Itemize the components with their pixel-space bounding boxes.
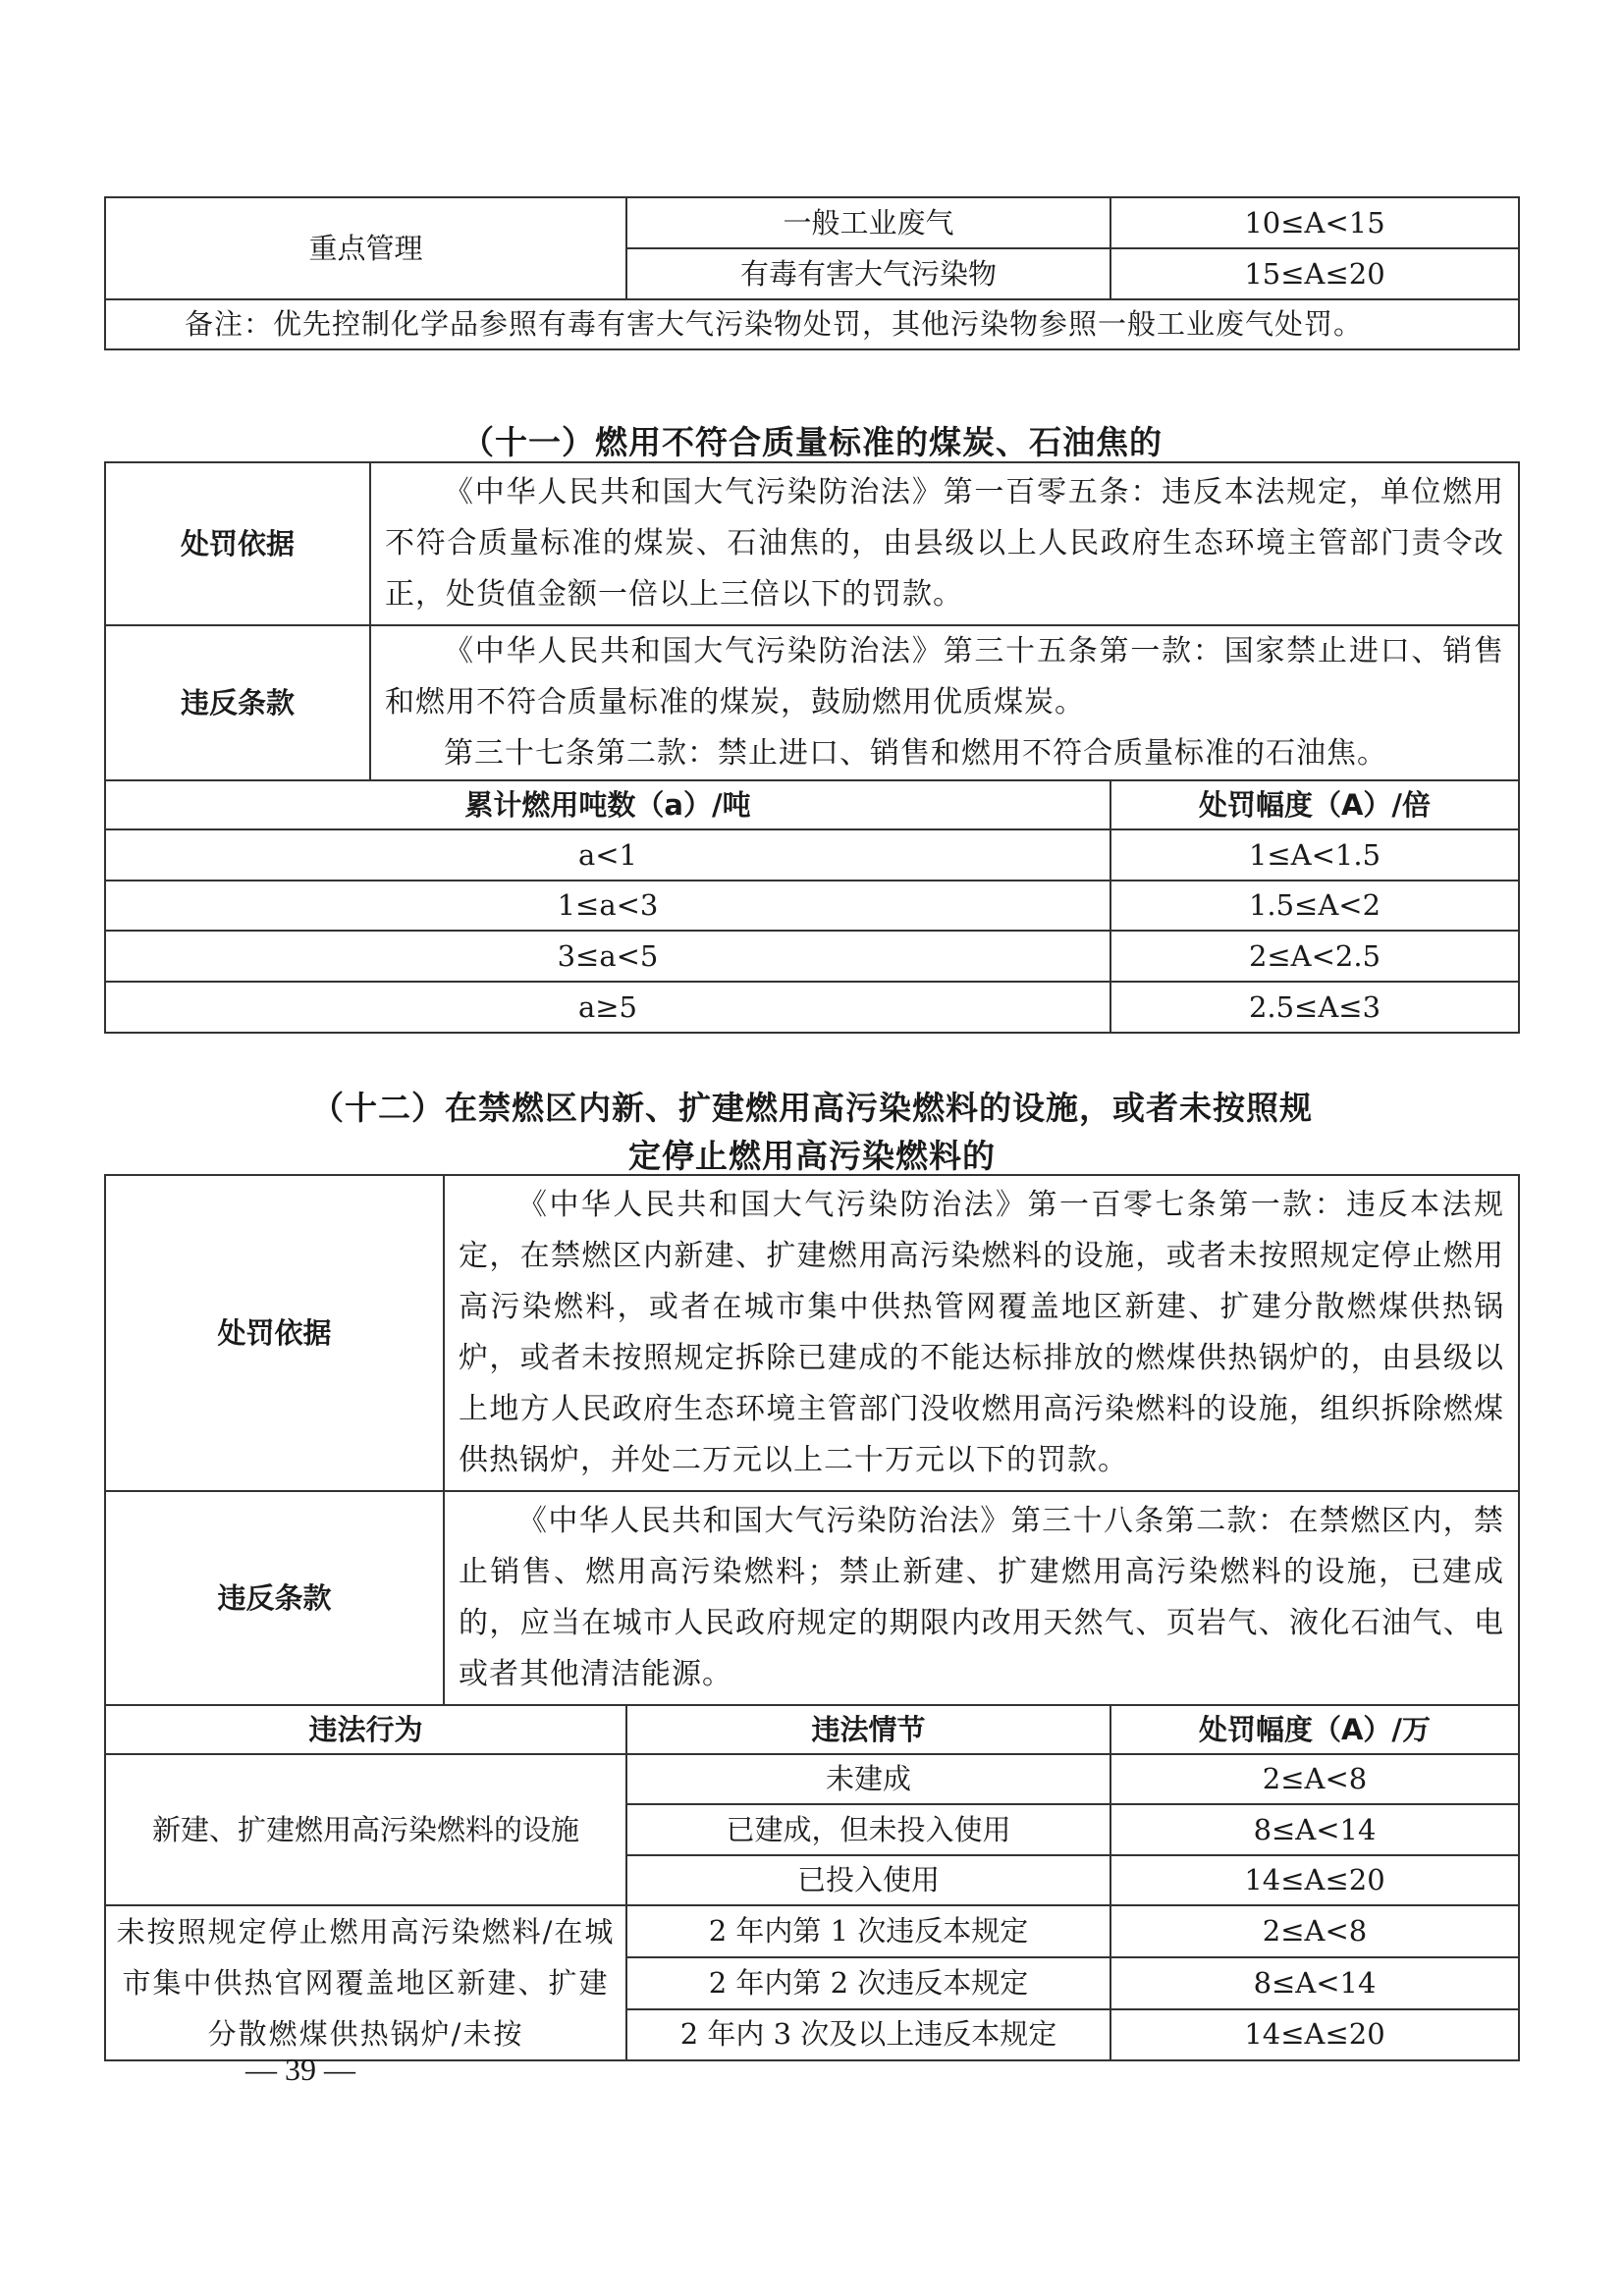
table-top [104, 196, 1520, 350]
violation-text: 《中华人民共和国大气污染防治法》第三十八条第二款：在禁燃区内，禁止销售、燃用高污染燃料；禁止新建、扩建燃用高污染燃料的设施，已建成的，应当在城市人民政府规定的期限内改用天然气、页岩气、液化石油气、电或者其他清洁能源。 [444, 1491, 1519, 1705]
page-number: — 39 — [245, 2052, 355, 2087]
table-row [105, 1175, 1519, 1491]
violation-cell [370, 625, 1519, 780]
table-row [105, 299, 1519, 349]
table-row [105, 197, 1519, 248]
penalty-range: 14≤A≤20 [1110, 1855, 1519, 1905]
table-row [105, 881, 1519, 931]
penalty-range: 2≤A<2.5 [1110, 931, 1519, 982]
basis-text: 《中华人民共和国大气污染防治法》第一百零五条：违反本法规定，单位燃用不符合质量标准的煤炭、石油焦的，由县级以上人民政府生态环境主管部门责令改正，处货值金额一倍以上三倍以下的罚款。 [370, 462, 1519, 625]
pollutant-type: 一般工业废气 [626, 197, 1110, 248]
header-penalty: 处罚幅度（A）/倍 [1110, 780, 1519, 829]
tons-range: a≥5 [105, 982, 1110, 1033]
table-header-row [105, 1705, 1519, 1754]
circumstance-cell: 已投入使用 [626, 1855, 1110, 1905]
behavior-cell: 新建、扩建燃用高污染燃料的设施 [105, 1754, 626, 1905]
table-row [105, 1905, 1519, 1957]
violation-text-2: 第三十七条第二款：禁止进口、销售和燃用不符合质量标准的石油焦。 [444, 736, 1387, 771]
table-row [105, 829, 1519, 881]
basis-label: 处罚依据 [105, 1175, 444, 1491]
behavior-cell: 未按照规定停止燃用高污染燃料/在城市集中供热官网覆盖地区新建、扩建分散燃煤供热锅炉/未按 [105, 1905, 626, 2060]
violation-text-1: 《中华人民共和国大气污染防治法》第三十五条第一款：国家禁止进口、销售和燃用不符合质量标准的煤炭，鼓励燃用优质煤炭。 [385, 634, 1504, 720]
table-row [105, 625, 1519, 780]
table-header-row [105, 780, 1519, 829]
table-row [105, 982, 1519, 1033]
circumstance-cell: 已建成，但未投入使用 [626, 1804, 1110, 1855]
penalty-range: 2≤A<8 [1110, 1905, 1519, 1957]
violation-label: 违反条款 [105, 625, 370, 780]
pollutant-type: 有毒有害大气污染物 [626, 248, 1110, 299]
table-section-12 [104, 1174, 1520, 2061]
basis-label: 处罚依据 [105, 462, 370, 625]
circumstance-cell: 未建成 [626, 1754, 1110, 1804]
tons-range: a<1 [105, 829, 1110, 881]
table-row [105, 1491, 1519, 1705]
circumstance-cell: 2 年内第 1 次违反本规定 [626, 1905, 1110, 1957]
penalty-range: 8≤A<14 [1110, 1804, 1519, 1855]
penalty-range: 2≤A<8 [1110, 1754, 1519, 1804]
circumstance-cell: 2 年内第 2 次违反本规定 [626, 1957, 1110, 2008]
section-12-title-line-1: （十二）在禁燃区内新、扩建燃用高污染燃料的设施，或者未按照规 [311, 1089, 1313, 1127]
section-11-title: （十一）燃用不符合质量标准的煤炭、石油焦的 [461, 423, 1163, 461]
penalty-range: 1≤A<1.5 [1110, 829, 1519, 881]
section-12-title-line-2: 定停止燃用高污染燃料的 [628, 1137, 996, 1175]
penalty-range: 14≤A≤20 [1110, 2009, 1519, 2060]
basis-text: 《中华人民共和国大气污染防治法》第一百零七条第一款：违反本法规定，在禁燃区内新建、扩建燃用高污染燃料的设施，或者未按照规定停止燃用高污染燃料，或者在城市集中供热管网覆盖地区新建、扩建分散燃煤供热锅炉，或者未按照规定拆除已建成的不能达标排放的燃煤供热锅炉的，由县级以上地方人民政府生态环境主管部门没收燃用高污染燃料的设施，组织拆除燃煤供热锅炉，并处二万元以上二十万元以下的罚款。 [444, 1175, 1519, 1491]
header-tons: 累计燃用吨数（a）/吨 [105, 780, 1110, 829]
penalty-range: 1.5≤A<2 [1110, 881, 1519, 931]
circumstance-cell: 2 年内 3 次及以上违反本规定 [626, 2009, 1110, 2060]
note-text: 备注：优先控制化学品参照有毒有害大气污染物处罚，其他污染物参照一般工业废气处罚。 [105, 299, 1519, 349]
penalty-range: 15≤A≤20 [1110, 248, 1519, 299]
table-row [105, 1754, 1519, 1804]
group-label: 重点管理 [105, 197, 626, 299]
table-row [105, 931, 1519, 982]
table-section-11 [104, 461, 1520, 1034]
tons-range: 1≤a<3 [105, 881, 1110, 931]
header-penalty: 处罚幅度（A）/万 [1110, 1705, 1519, 1754]
violation-label: 违反条款 [105, 1491, 444, 1705]
penalty-range: 8≤A<14 [1110, 1957, 1519, 2008]
penalty-range: 10≤A<15 [1110, 197, 1519, 248]
tons-range: 3≤a<5 [105, 931, 1110, 982]
header-behavior: 违法行为 [105, 1705, 626, 1754]
header-circumstance: 违法情节 [626, 1705, 1110, 1754]
table-row [105, 462, 1519, 625]
penalty-range: 2.5≤A≤3 [1110, 982, 1519, 1033]
